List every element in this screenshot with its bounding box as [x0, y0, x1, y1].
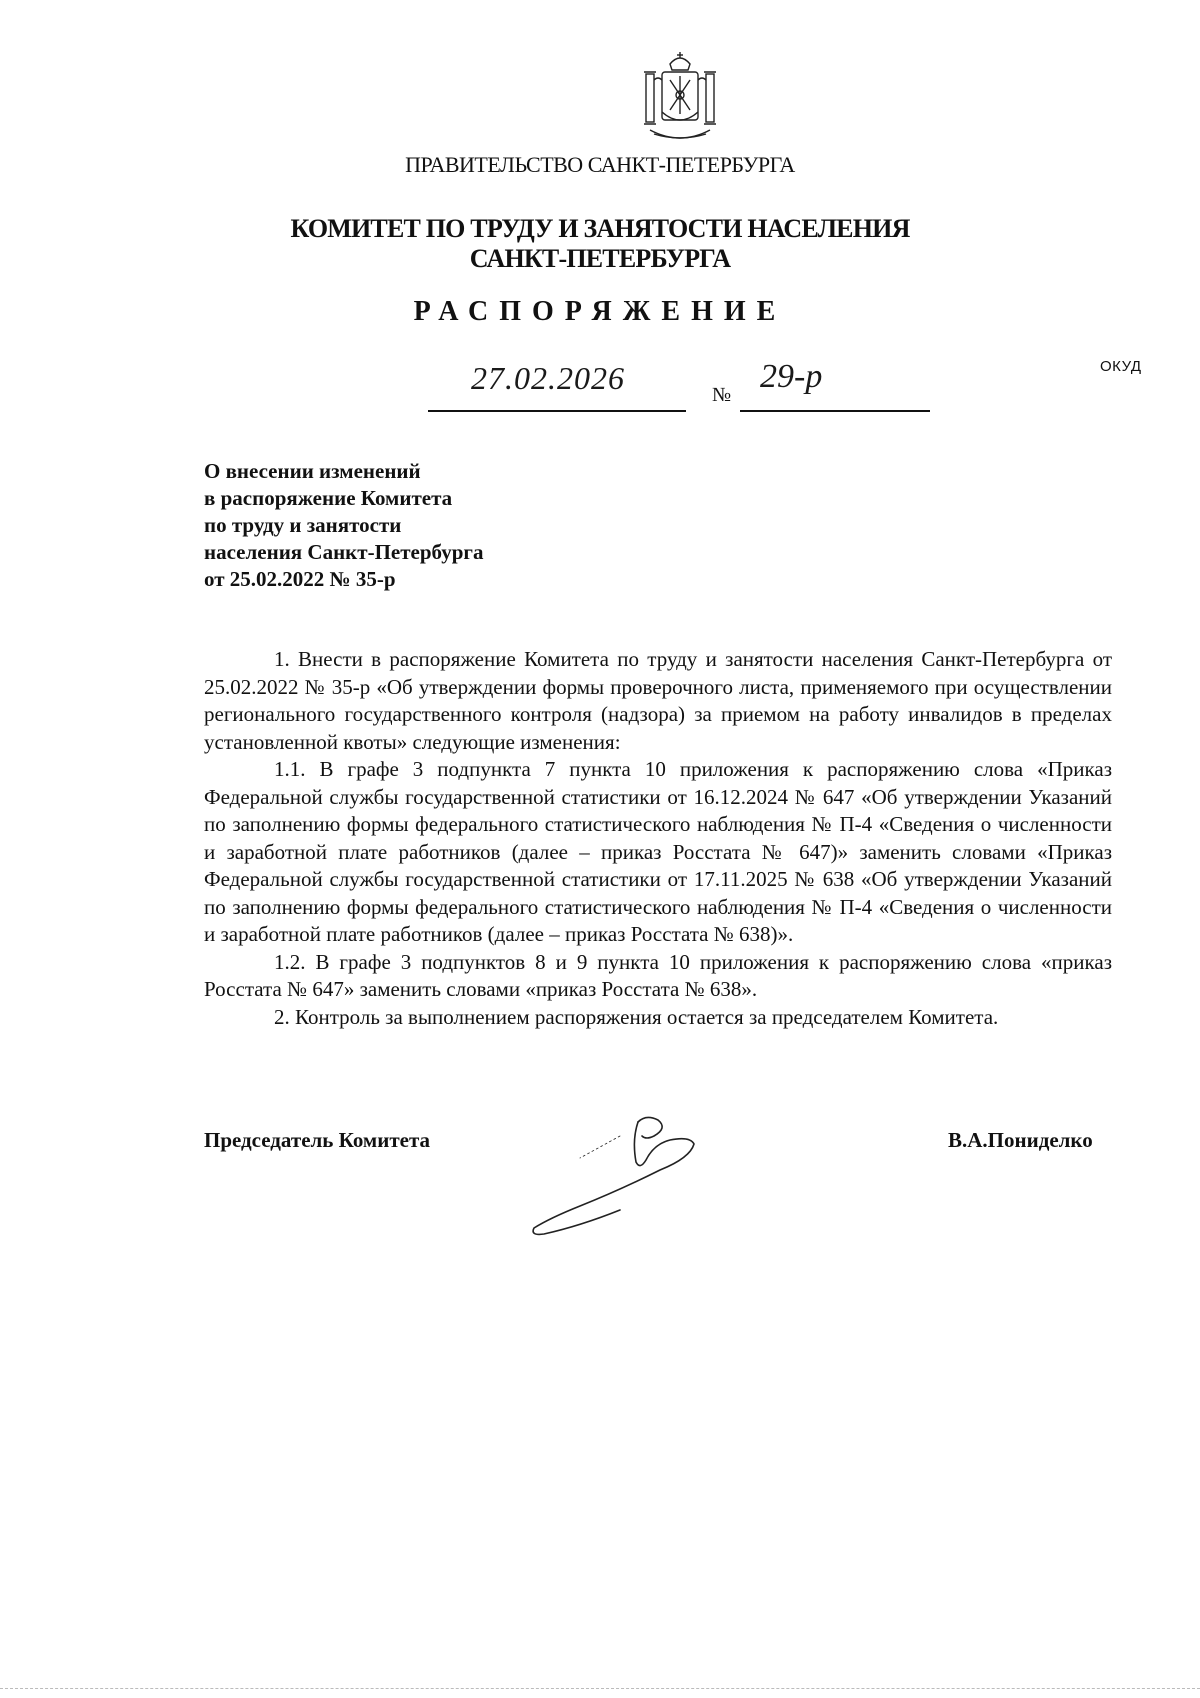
okud-label: ОКУД: [1100, 358, 1142, 375]
scan-edge-line: [0, 1688, 1200, 1690]
committee-name: [0, 214, 1200, 274]
document-subject: [204, 458, 624, 593]
document-body: [204, 646, 1112, 1031]
committee-name-line2: САНКТ-ПЕТЕРБУРГА: [469, 244, 731, 273]
order-date: 27.02.2026: [471, 360, 625, 396]
subject-line: от 25.02.2022 № 35-р: [204, 567, 396, 591]
body-paragraph: 1. Внести в распоряжение Комитета по труду и занятости населения Санкт-Петербурга от 25.02.2022 № 35-р «Об утверждении формы проверочного листа, применяемого при осуществлении регионального государственного контроля (надзора) за приемом на работу инвалидов в пределах установленной квоты» следующие изменения:: [204, 647, 1112, 754]
body-paragraph: 1.2. В графе 3 подпунктов 8 и 9 пункта 10 приложения к распоряжению слова «приказ Росстата № 647» заменить словами «приказ Росстата № 638».: [204, 949, 1112, 1001]
body-paragraph: 2. Контроль за выполнением распоряжения остается за председателем Комитета.: [274, 1004, 999, 1029]
body-paragraph: 1.1. В графе 3 подпункта 7 пункта 10 приложения к распоряжению слова «Приказ Федеральной службы государственной статистики от 16.12.2024 № 647 «Об утверждении Указаний по заполнению формы федерального статистического наблюдения № П-4 «Сведения о численности и заработной плате работников (далее – приказ Росстата № 647)» заменить словами «Приказ Федеральной службы государственной статистики от 17.11.2025 № 638 «Об утверждении Указаний по заполнению формы федерального статистического наблюдения № П-4 «Сведения о численности и заработной плате работников (далее – приказ Росстата № 638)».: [204, 757, 1112, 946]
order-number: 29-р: [760, 358, 823, 395]
committee-name-line1: КОМИТЕТ ПО ТРУДУ И ЗАНЯТОСТИ НАСЕЛЕНИЯ: [290, 214, 910, 243]
signatory-position: Председатель Комитета: [204, 1128, 431, 1152]
government-name: ПРАВИТЕЛЬСТВО САНКТ-ПЕТЕРБУРГА: [405, 152, 795, 177]
date-underline: [428, 410, 686, 412]
subject-line: в распоряжение Комитета: [204, 486, 453, 510]
number-sign: №: [712, 384, 732, 406]
subject-line: О внесении изменений: [204, 459, 421, 483]
signatory-name: В.А.Пониделко: [948, 1128, 1093, 1152]
coat-of-arms-emblem: [640, 50, 720, 144]
number-underline: [740, 410, 930, 412]
subject-line: по труду и занятости: [204, 513, 402, 537]
handwritten-signature: [520, 1100, 750, 1240]
document-type-title: РАСПОРЯЖЕНИЕ: [413, 296, 787, 327]
subject-line: населения Санкт-Петербурга: [204, 540, 484, 564]
